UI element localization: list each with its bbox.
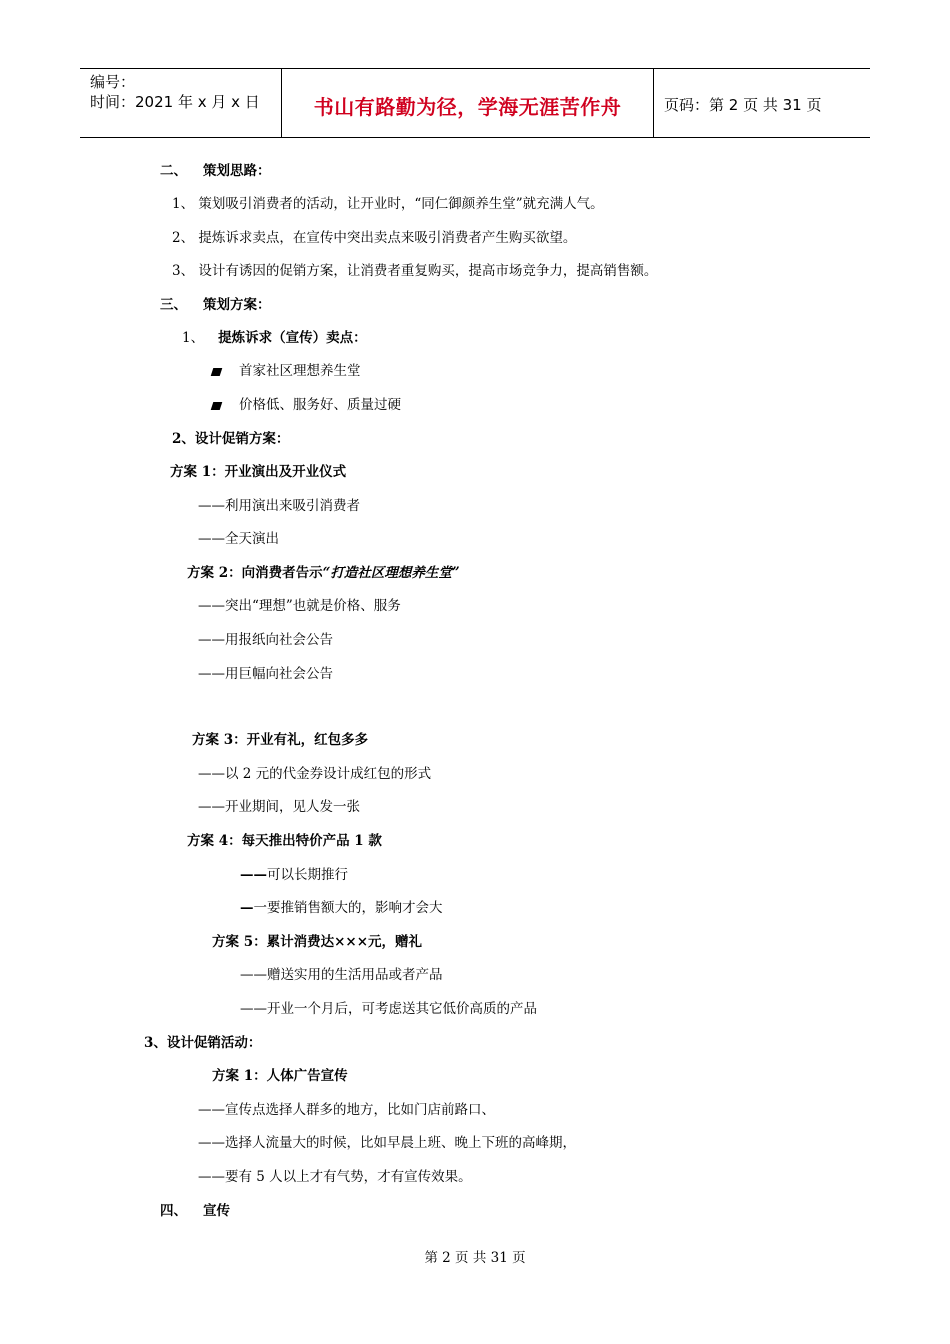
scheme-2-point: ——用报纸向社会公告 <box>198 632 333 648</box>
plan-1-title: 提炼诉求（宣传）卖点： <box>218 330 367 346</box>
section-4-heading <box>160 1202 230 1220</box>
activity-1-point: ——宣传点选择人群多的地方，比如门店前路口、 <box>198 1102 495 1118</box>
scheme-4-point-text: 一要推销售额大的，影响才会大 <box>253 900 443 916</box>
document-time-label: 时间：2021 年 x 月 x 日 <box>90 93 260 111</box>
scheme-2-emphasis: “打造社区理想养生堂” <box>322 565 460 581</box>
header-motto: 书山有路勤为径，学海无涯苦作舟 <box>313 95 622 119</box>
section-3-number: 三、 <box>160 297 187 313</box>
page-header <box>80 68 870 138</box>
activity-1-point: ——要有 5 人以上才有气势，才有宣传效果。 <box>198 1169 472 1185</box>
square-bullet-icon <box>211 402 223 410</box>
activity-1-point: ——选择人流量大的时候，比如早晨上班、晚上下班的高峰期， <box>198 1135 576 1151</box>
scheme-4-point <box>240 899 443 917</box>
page-footer: 第 2 页 共 31 页 <box>424 1250 526 1266</box>
section-2-item-3: 3、 设计有诱因的促销方案，让消费者重复购买，提高市场竞争力，提高销售额。 <box>172 263 658 279</box>
scheme-5-point: ——开业一个月后，可考虑送其它低价高质的产品 <box>240 1001 537 1017</box>
section-3-title: 策划方案： <box>203 297 271 313</box>
scheme-3-point: ——以 2 元的代金券设计成红包的形式 <box>198 766 432 782</box>
section-2-heading <box>160 162 271 180</box>
section-2-number: 二、 <box>160 163 187 179</box>
header-page-code: 页码：第 2 页 共 31 页 <box>664 96 822 114</box>
plan-3-heading: 3、设计促销活动： <box>144 1035 262 1051</box>
activity-1-title: 方案 1：人体广告宣传 <box>212 1068 348 1084</box>
dash-mark: — <box>240 900 254 916</box>
square-bullet-icon <box>211 368 223 376</box>
scheme-4-title: 方案 4：每天推出特价产品 1 款 <box>187 833 382 849</box>
header-motto-cell <box>282 69 654 137</box>
section-2-item-2: 2、 提炼诉求卖点，在宣传中突出卖点来吸引消费者产生购买欲望。 <box>172 230 577 246</box>
section-4-number: 四、 <box>160 1203 187 1219</box>
section-4-title: 宣传 <box>203 1203 230 1219</box>
scheme-3-point: ——开业期间，见人发一张 <box>198 799 360 815</box>
bullet-item <box>212 396 401 414</box>
header-page-cell <box>654 69 870 137</box>
plan-2-heading: 2、设计促销方案： <box>172 431 290 447</box>
plan-1-heading <box>182 329 367 347</box>
scheme-2-prefix: 方案 2：向消费者告示 <box>187 565 323 581</box>
scheme-4-point <box>240 866 348 884</box>
scheme-1-point: ——利用演出来吸引消费者 <box>198 498 360 514</box>
scheme-4-point-text: 可以长期推行 <box>267 867 348 883</box>
scheme-2-point: ——突出“理想”也就是价格、服务 <box>198 598 401 614</box>
scheme-5-point: ——赠送实用的生活用品或者产品 <box>240 967 443 983</box>
section-2-title: 策划思路： <box>203 163 271 179</box>
section-2-item-1: 1、 策划吸引消费者的活动，让开业时，“同仁御颜养生堂”就充满人气。 <box>172 196 604 212</box>
document-number-label: 编号： <box>90 73 136 91</box>
scheme-2-title <box>187 564 460 582</box>
scheme-1-title: 方案 1：开业演出及开业仪式 <box>170 464 347 480</box>
header-info-cell <box>80 69 282 137</box>
bullet-text: 首家社区理想养生堂 <box>239 363 361 379</box>
bullet-item <box>212 362 361 380</box>
dash-mark: —— <box>240 867 267 883</box>
section-3-heading <box>160 296 271 314</box>
bullet-text: 价格低、服务好、质量过硬 <box>239 397 401 413</box>
scheme-5-title: 方案 5：累计消费达×××元，赠礼 <box>212 934 423 950</box>
plan-1-number: 1、 <box>182 330 205 346</box>
scheme-3-title: 方案 3：开业有礼，红包多多 <box>192 732 369 748</box>
scheme-1-point: ——全天演出 <box>198 531 279 547</box>
scheme-2-point: ——用巨幅向社会公告 <box>198 666 333 682</box>
